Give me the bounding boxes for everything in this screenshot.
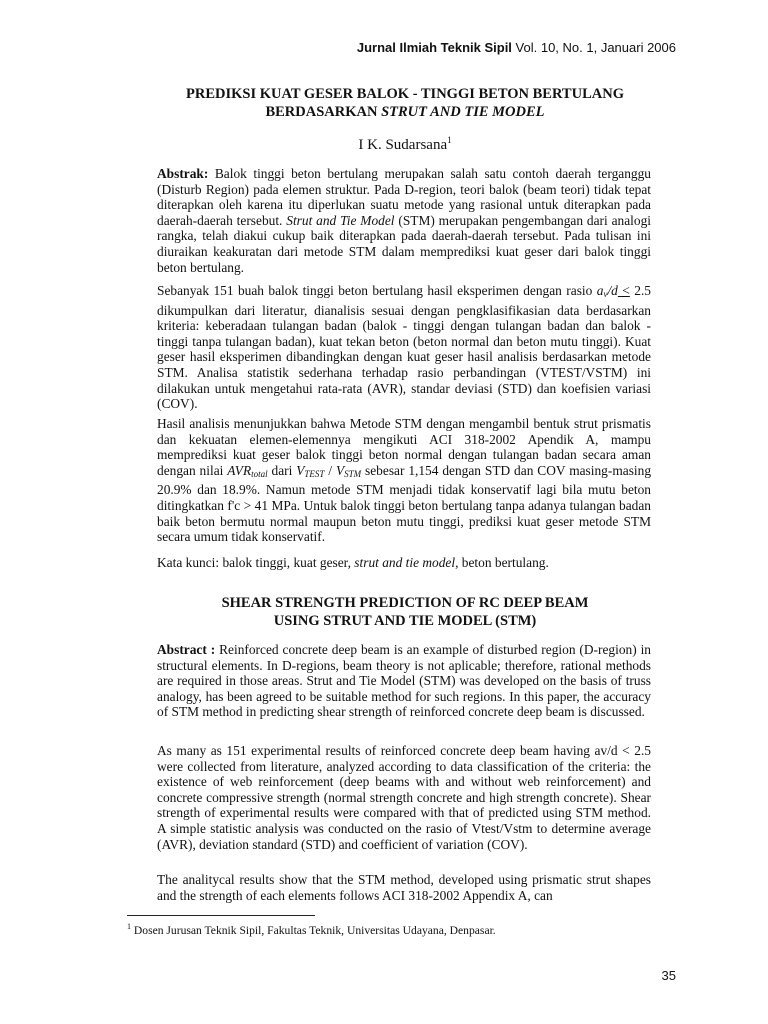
paper-title-en-line1: SHEAR STRENGTH PREDICTION OF RC DEEP BEAM <box>221 595 589 611</box>
paper-title-id <box>110 85 700 121</box>
paper-title-id-line2 <box>110 103 700 121</box>
ratio-rest: /d <box>607 283 618 298</box>
journal-name: Jurnal Ilmiah Teknik Sipil <box>356 40 512 55</box>
abstrak-p1-text-a: Balok tinggi beton bertulang merupakan salah satu contoh daerah terganggu (Disturb Region) pada elemen struktur. Pada D-region, teori balok (beam teori) tidak tepat diterapkan oleh karena itu diperlukan suatu metode yang rasional untuk diterapkan pada daerah-daerah tersebut. <box>157 166 651 228</box>
abstrak-p1-text-b: (STM) merupakan pengembangan dari analogi rangka, telah diakui cukup baik diterapkan pada daerah-daerah tersebut. Pada tulisan ini diuraikan keakuratan dari metode STM dalam memprediksi kuat geser dari balok tinggi beton bertulang. <box>157 212 651 275</box>
v-stm-subscript: STM <box>344 468 362 479</box>
running-header <box>357 40 676 55</box>
paper-title-en-line2: USING STRUT AND TIE MODEL (STM) <box>273 613 537 629</box>
abstrak-p3-text-a: Hasil analisis menunjukkan bahwa Metode STM dengan mengambil bentuk strut prismatis dan kekuatan elemen-elemennya mengikuti ACI 318-2002 Apendik A, mampu memprediksi kuat geser balok tinggi beton normal dengan tulangan badan secara aman dengan nilai <box>157 416 651 478</box>
kata-kunci <box>157 555 651 571</box>
kata-kunci-text-b: , beton bertulang. <box>455 555 549 570</box>
ratio-slash: / <box>324 462 336 478</box>
author <box>110 135 700 154</box>
less-equal-sign: < <box>617 283 630 298</box>
paper-title-id-line1: PREDIKSI KUAT GESER BALOK - TINGGI BETON BERTULANG <box>186 86 624 102</box>
abstract-label: Abstract : <box>157 642 216 657</box>
journal-issue: Vol. 10, No. 1, Januari 2006 <box>511 40 676 55</box>
abstrak-p1-italic: Strut and Tie Model <box>286 212 395 228</box>
title-line2-prefix: BERDASARKAN <box>265 104 382 120</box>
footnote-mark: 1 <box>127 922 131 931</box>
abstrak-p3-text-b: sebesar 1,154 dengan STD dan COV masing-masing 20.9% dan 18.9%. Namun metode STM menjadi tidak konservatif lagi bila mutu beton ditingkatkan f'c > 41 MPa. Untuk balok tinggi beton bertulang tanpa adanya tulangan badan baik beton bermutu normal maupun beton mutu tinggi, prediksi kuat geser metode STM secara umum tidak konservatif. <box>157 462 652 545</box>
v-test-symbol: V <box>296 462 305 478</box>
avr-symbol: AVR <box>227 462 252 478</box>
abstrak-paragraph-1 <box>157 166 651 275</box>
abstract-paragraph-1 <box>157 642 651 720</box>
footnote-rule <box>127 915 315 916</box>
ratio-symbol: a <box>596 283 604 298</box>
title-line2-italic: STRUT AND TIE MODEL <box>381 104 545 120</box>
abstract-paragraph-3 <box>157 872 651 903</box>
abstract-paragraph-2 <box>157 743 651 852</box>
ratio-subscript: v <box>603 289 608 299</box>
author-name: I K. Sudarsana <box>358 137 448 153</box>
paper-title-en <box>110 594 700 630</box>
v-test-subscript: TEST <box>304 468 325 479</box>
abstract-p2-text: As many as 151 experimental results of reinforced concrete deep beam having av/d < 2.5 were collected from literature, analyzed according to data classification of the criteria: the existence of web reinforcement (deep beams with and without web reinforcement) and concrete compressive strength (normal strength concrete and high strength concrete). Shear strength of experimental results were compared with that of predicted using STM method. A simple statistic analysis was conducted on the rasio of Vtest/Vstm to determine average (AVR), deviation standard (STD) and coefficient of variation (COV). <box>157 743 651 852</box>
footnote-text: Dosen Jurusan Teknik Sipil, Fakultas Teknik, Universitas Udayana, Denpasar. <box>131 923 496 937</box>
author-footnote-mark: 1 <box>447 135 452 145</box>
abstrak-p2-text-a: Sebanyak 151 buah balok tinggi beton bertulang hasil eksperimen dengan rasio <box>157 283 597 298</box>
abstrak-p3-dari: dari <box>267 462 297 478</box>
kata-kunci-text-a: Kata kunci: balok tinggi, kuat geser, <box>157 555 355 570</box>
v-stm-symbol: V <box>335 462 345 478</box>
page-number: 35 <box>661 968 676 983</box>
abstract-p1-text: Reinforced concrete deep beam is an example of disturbed region (D-region) in structural elements. In D-regions, beam theory is not aplicable; therefore, rational methods are required in those areas. Strut and Tie Model (STM) was developed on the basis of truss analogy, has been agreed to be suitable method for such regions. In this paper, the accuracy of STM method in predicting shear strength of reinforced concrete deep beam is discussed. <box>157 642 651 720</box>
abstrak-p2-text-b: 2.5 dikumpulkan dari literatur, dianalisis sesuai dengan pengklasifikasian data berdasarkan kriteria: keberadaan tulangan badan (balok - tinggi dengan tulangan badan dan balok - tinggi tanpa tulangan badan), kuat tekan beton (beton normal dan beton mutu tinggi). Kuat geser hasil eksperimen dibandingkan dengan kuat geser hasil analisis berdasarkan metode STM. Analisa statistik sederhana terhadap rasio perbandingan (VTEST/VSTM) ini dilakukan untuk mengetahui rata-rata (AVR), standar deviasi (STD) dan koefisien variasi (COV). <box>157 283 651 412</box>
abstrak-paragraph-3 <box>157 416 651 545</box>
abstract-p3-text: The analitycal results show that the STM method, developed using prismatic strut shapes and the strength of each elements follows ACI 318-2002 Appendix A, can <box>157 872 651 903</box>
abstrak-paragraph-2 <box>157 283 651 412</box>
kata-kunci-italic: strut and tie model <box>354 555 456 570</box>
footnote <box>127 922 496 937</box>
abstrak-label: Abstrak: <box>157 166 209 181</box>
avr-subscript: total <box>251 468 268 479</box>
